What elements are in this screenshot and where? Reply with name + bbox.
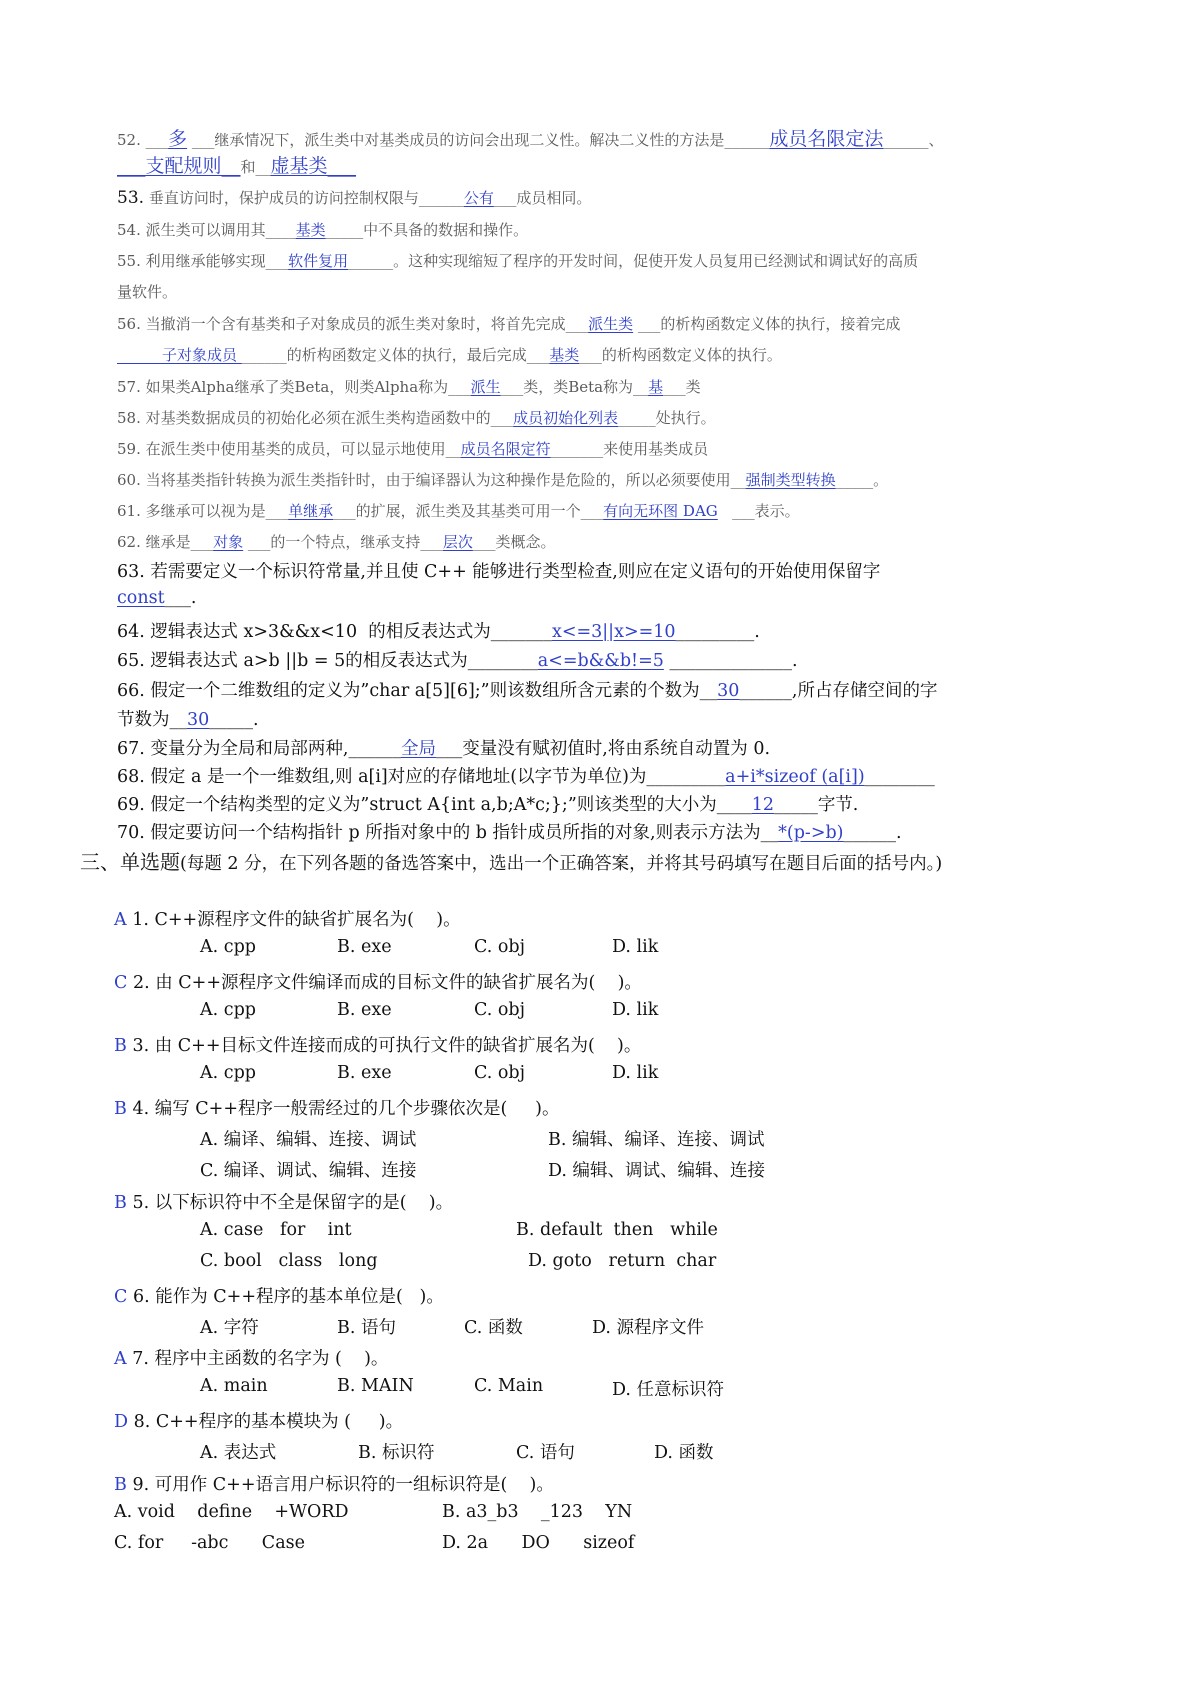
mc-question-2: C 2. 由 C++源程序文件编译而成的目标文件的缺省扩展名为( )。 — [114, 973, 642, 993]
mc-5-option-b: B. default then while — [516, 1220, 718, 1240]
question-66: 66. 假定一个二维数组的定义为”char a[5][6];”则该数组所含元素的个数为__30______,所占存储空间的字 — [117, 681, 938, 701]
mc-question-1: A 1. C++源程序文件的缺省扩展名为( )。 — [114, 910, 461, 930]
mc-8-option-a: A. 表达式 — [200, 1443, 277, 1463]
mc-5-option-d: D. goto return char — [528, 1251, 717, 1271]
question-63: 63. 若需要定义一个标识符常量,并且使 C++ 能够进行类型检查,则应在定义语句的开始使用保留字 — [117, 562, 881, 582]
mc-question-6: C 6. 能作为 C++程序的基本单位是( )。 — [114, 1287, 444, 1307]
question-65: 65. 逻辑表达式 a>b ||b = 5的相反表达式为________a<=b&&b!=5 ______________. — [117, 651, 798, 671]
question-56: 56. 当撤消一个含有基类和子对象成员的派生类对象时，将首先完成___派生类 ___的析构函数定义体的执行，接着完成 — [117, 315, 901, 333]
question-60: 60. 当将基类指针转换为派生类指针时，由于编译器认为这种操作是危险的，所以必须要使用__强制类型转换_____。 — [117, 471, 889, 489]
mc-2-option-d: D. lik — [612, 1000, 659, 1020]
section-heading: 三、单选题(每题 2 分，在下列各题的备选答案中，选出一个正确答案，并将其号码填写在题目后面的括号内。) — [80, 850, 943, 874]
question-52: 52. ___多 ___继承情况下，派生类中对基类成员的访问会出现二义性。解决二义性的方法是______成员名限定法______、 — [117, 128, 944, 150]
mc-6-option-b: B. 语句 — [337, 1318, 396, 1338]
mc-question-8: D 8. C++程序的基本模块为 ( )。 — [114, 1412, 404, 1432]
mc-9-option-b: B. a3_b3 _123 YN — [442, 1502, 633, 1522]
question-55: 55. 利用继承能够实现___软件复用______。这种实现缩短了程序的开发时间，促使开发人员复用已经测试和调试好的高质 — [117, 252, 919, 270]
mc-4-option-c: C. 编译、调试、编辑、连接 — [200, 1161, 417, 1181]
question-61: 61. 多继承可以视为是___单继承___的扩展，派生类及其基类可用一个___有向无环图 DAG ___表示。 — [117, 502, 800, 520]
mc-2-option-b: B. exe — [337, 1000, 392, 1020]
mc-question-4: B 4. 编写 C++程序一般需经过的几个步骤依次是( )。 — [114, 1099, 560, 1119]
mc-8-option-d: D. 函数 — [654, 1443, 714, 1463]
mc-1-option-b: B. exe — [337, 937, 392, 957]
mc-1-option-c: C. obj — [474, 937, 526, 957]
mc-9-option-a: A. void define +WORD — [114, 1502, 349, 1522]
question-70: 70. 假定要访问一个结构指针 p 所指对象中的 b 指针成员所指的对象,则表示方法为__*(p->b)______. — [117, 823, 902, 843]
mc-7-option-d: D. 任意标识符 — [612, 1380, 725, 1400]
mc-7-option-b: B. MAIN — [337, 1376, 414, 1396]
mc-6-option-c: C. 函数 — [464, 1318, 523, 1338]
question-59: 59. 在派生类中使用基类的成员，可以显示地使用__成员名限定符_______来使用基类成员 — [117, 440, 709, 458]
mc-1-option-a: A. cpp — [200, 937, 256, 957]
mc-1-option-d: D. lik — [612, 937, 659, 957]
mc-4-option-b: B. 编辑、编译、连接、调试 — [548, 1130, 765, 1150]
mc-2-option-c: C. obj — [474, 1000, 526, 1020]
question-52-cont: ___支配规则__和__虚基类___ — [117, 155, 357, 177]
mc-question-9: B 9. 可用作 C++语言用户标识符的一组标识符是( )。 — [114, 1475, 554, 1495]
mc-3-option-b: B. exe — [337, 1063, 392, 1083]
question-54: 54. 派生类可以调用其____基类_____中不具备的数据和操作。 — [117, 221, 529, 239]
mc-3-option-a: A. cpp — [200, 1063, 256, 1083]
mc-8-option-c: C. 语句 — [516, 1443, 575, 1463]
mc-5-option-a: A. case for int — [200, 1220, 352, 1240]
question-56-cont: ______子对象成员 ______的析构函数定义体的执行，最后完成___基类___的析构函数定义体的执行。 — [117, 346, 782, 364]
question-64: 64. 逻辑表达式 x>3&&x<10 的相反表达式为_______x<=3||x>=10_________. — [117, 622, 760, 642]
mc-question-7: A 7. 程序中主函数的名字为 ( )。 — [114, 1349, 389, 1369]
mc-6-option-d: D. 源程序文件 — [592, 1318, 705, 1338]
question-57: 57. 如果类Alpha继承了类Beta，则类Alpha称为___派生___类，类Beta称为__基___类 — [117, 378, 701, 396]
question-67: 67. 变量分为全局和局部两种,______全局___变量没有赋初值时,将由系统自动置为 0. — [117, 739, 771, 759]
mc-4-option-d: D. 编辑、调试、编辑、连接 — [548, 1161, 766, 1181]
mc-4-option-a: A. 编译、编辑、连接、调试 — [200, 1130, 417, 1150]
mc-7-option-c: C. Main — [474, 1376, 544, 1396]
question-55-cont: 量软件。 — [117, 283, 178, 301]
mc-9-option-d: D. 2a DO sizeof — [442, 1533, 635, 1553]
mc-6-option-a: A. 字符 — [200, 1318, 259, 1338]
mc-5-option-c: C. bool class long — [200, 1251, 378, 1271]
mc-7-option-a: A. main — [200, 1376, 268, 1396]
mc-9-option-c: C. for -abc Case — [114, 1533, 305, 1553]
mc-question-3: B 3. 由 C++目标文件连接而成的可执行文件的缺省扩展名为( )。 — [114, 1036, 642, 1056]
mc-question-5: B 5. 以下标识符中不全是保留字的是( )。 — [114, 1193, 454, 1213]
question-62: 62. 继承是___对象 ___的一个特点，继承支持___层次___类概念。 — [117, 533, 556, 551]
question-68: 68. 假定 a 是一个一维数组,则 a[i]对应的存储地址(以字节为单位)为_________a+i*sizeof (a[i])________ — [117, 767, 935, 787]
question-69: 69. 假定一个结构类型的定义为”struct A{int a,b;A*c;};”则该类型的大小为____12_____字节. — [117, 795, 859, 815]
question-58: 58. 对基类数据成员的初始化必须在派生类构造函数中的___成员初始化列表_____处执行。 — [117, 409, 716, 427]
question-66-cont: 节数为__30_____. — [117, 710, 259, 730]
mc-3-option-d: D. lik — [612, 1063, 659, 1083]
mc-3-option-c: C. obj — [474, 1063, 526, 1083]
question-53: 53. 垂直访问时，保护成员的访问控制权限与______公有___成员相同。 — [117, 188, 592, 208]
mc-2-option-a: A. cpp — [200, 1000, 256, 1020]
question-63-cont: const___. — [117, 588, 197, 608]
mc-8-option-b: B. 标识符 — [358, 1443, 435, 1463]
